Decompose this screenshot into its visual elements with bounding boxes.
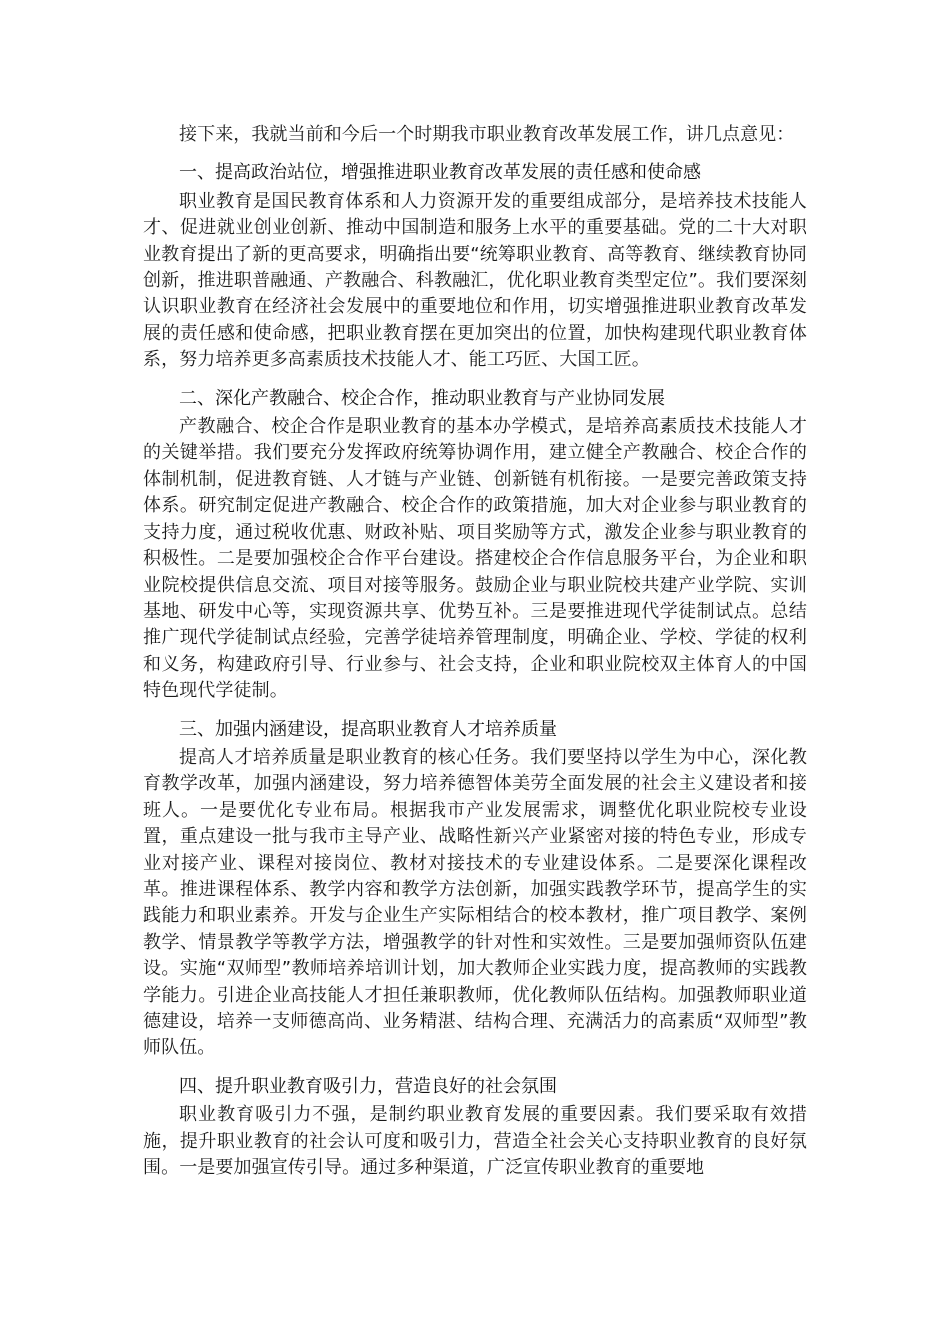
section-4-body: 职业教育吸引力不强，是制约职业教育发展的重要因素。我们要采取有效措施，提升职业教育的社会认可度和吸引力，营造全社会关心支持职业教育的良好氛围。一是要加强宣传引导。通过多种渠道，广泛宣传职业教育的重要地 [143, 1104, 807, 1179]
document-page [143, 122, 807, 1181]
section-2-body: 产教融合、校企合作是职业教育的基本办学模式，是培养高素质技术技能人才的关键举措。我们要充分发挥政府统筹协调作用，建立健全产教融合、校企合作的体制机制，促进教育链、人才链与产业链、创新链有机衔接。一是要完善政策支持体系。研究制定促进产教融合、校企合作的政策措施，加大对企业参与职业教育的支持力度，通过税收优惠、财政补贴、项目奖励等方式，激发企业参与职业教育的积极性。二是要加强校企合作平台建设。搭建校企合作信息服务平台，为企业和职业院校提供信息交流、项目对接等服务。鼓励企业与职业院校共建产业学院、实训基地、研发中心等，实现资源共享、优势互补。三是要推进现代学徒制试点。总结推广现代学徒制试点经验，完善学徒培养管理制度，明确企业、学校、学徒的权利和义务，构建政府引导、行业参与、社会支持，企业和职业院校双主体育人的中国特色现代学徒制。 [143, 416, 807, 702]
section-gap [143, 1062, 807, 1068]
section-gap [143, 705, 807, 711]
section-1-heading: 一、提高政治站位，增强推进职业教育改革发展的责任感和使命感 [179, 162, 701, 184]
section-gap [143, 374, 807, 380]
section-2-heading: 二、深化产教融合、校企合作，推动职业教育与产业协同发展 [179, 387, 665, 409]
section-4-heading: 四、提升职业教育吸引力，营造良好的社会氛围 [179, 1075, 557, 1097]
section-3-heading: 三、加强内涵建设，提高职业教育人才培养质量 [179, 718, 557, 740]
section-3-body: 提高人才培养质量是职业教育的核心任务。我们要坚持以学生为中心，深化教育教学改革，加强内涵建设，努力培养德智体美劳全面发展的社会主义建设者和接班人。一是要优化专业布局。根据我市产业发展需求，调整优化职业院校专业设置，重点建设一批与我市主导产业、战略性新兴产业紧密对接的特色专业，形成专业对接产业、课程对接岗位、教材对接技术的专业建设体系。二是要深化课程改革。推进课程体系、教学内容和教学方法创新，加强实践教学环节，提高学生的实践能力和职业素养。开发与企业生产实际相结合的校本教材，推广项目教学、案例教学、情景教学等教学方法，增强教学的针对性和实效性。三是要加强师资队伍建设。实施“双师型”教师培养培训计划，加大教师企业实践力度，提高教师的实践教学能力。引进企业高技能人才担任兼职教师，优化教师队伍结构。加强教师职业道德建设，培养一支师德高尚、业务精湛、结构合理、充满活力的高素质“双师型”教师队伍。 [143, 746, 807, 1059]
section-gap [143, 148, 807, 154]
section-1-body: 职业教育是国民教育体系和人力资源开发的重要组成部分，是培养技术技能人才、促进就业创业创新、推动中国制造和服务上水平的重要基础。党的二十大对职业教育提出了新的更高要求，明确指出要“统筹职业教育、高等教育、继续教育协同创新，推进职普融通、产教融合、科教融汇，优化职业教育类型定位”。我们要深刻认识职业教育在经济社会发展中的重要地位和作用，切实增强推进职业教育改革发展的责任感和使命感，把职业教育摆在更加突出的位置，加快构建现代职业教育体系，努力培养更多高素质技术技能人才、能工巧匠、大国工匠。 [143, 190, 807, 371]
intro-paragraph: 接下来，我就当前和今后一个时期我市职业教育改革发展工作，讲几点意见： [179, 124, 795, 145]
